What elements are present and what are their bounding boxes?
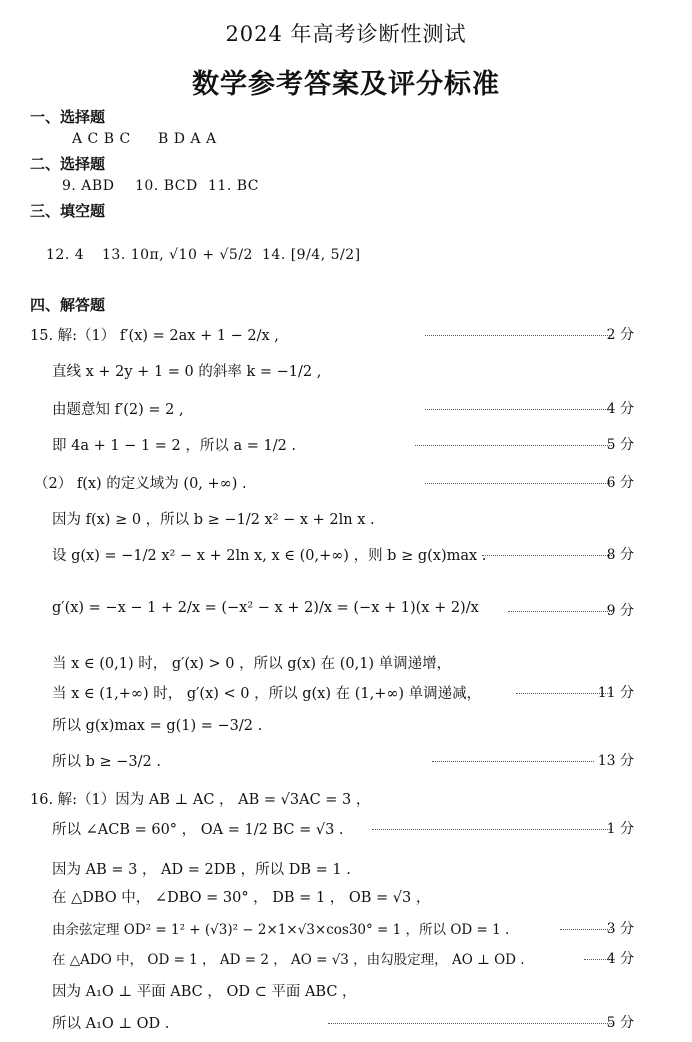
score-label: 6 分 (606, 475, 634, 491)
solution-line (0, 682, 692, 708)
score-label: 9 分 (606, 603, 634, 619)
solution-line (0, 818, 692, 844)
score-leader (372, 829, 612, 830)
section-heading-choice: 一、选择题 (30, 108, 106, 126)
solution-text: g′(x) = −x − 1 + 2/x = (−x² − x + 2)/x = (−x + 1)(x + 2)/x (52, 600, 479, 616)
solution-line (0, 434, 692, 460)
solution-text: 16. 解:（1）因为 AB ⊥ AC ， AB = √3AC = 3 ， (30, 792, 371, 808)
solution-text: 在 △ADO 中， OD = 1 ， AD = 2 ， AO = √3 ，由勾股定理， AO ⊥ OD . (52, 952, 525, 968)
solution-text: 因为 AB = 3 ， AD = 2DB ，所以 DB = 1 . (52, 862, 351, 878)
solution-line (0, 472, 692, 498)
score-label: 5 分 (606, 1015, 634, 1031)
fill-answer-13: 13. 10π, √10 + √5/2 (102, 247, 253, 263)
solution-text: 即 4a + 1 − 1 = 2 ，所以 a = 1/2 . (52, 438, 297, 454)
score-leader (432, 761, 594, 762)
score-leader (425, 409, 612, 410)
score-label: 4 分 (606, 401, 634, 417)
solution-line (0, 788, 692, 814)
solution-text: 直线 x + 2y + 1 = 0 的斜率 k = −1/2 , (52, 364, 322, 380)
solution-text: 当 x ∈ (0,1) 时， g′(x) > 0 ，所以 g(x) 在 (0,1) 单调递增， (52, 656, 452, 672)
solution-text: （2） f(x) 的定义域为 (0, +∞) . (34, 476, 247, 492)
choice-answers-1-4: A C B C (72, 131, 131, 147)
solution-line (0, 508, 692, 534)
solution-text: 因为 A₁O ⊥ 平面 ABC ， OD ⊂ 平面 ABC ， (52, 984, 357, 1000)
solution-text: 在 △DBO 中， ∠DBO = 30° ， DB = 1 ， OB = √3 ， (52, 890, 431, 906)
solution-text: 因为 f(x) ≥ 0 ，所以 b ≥ −1/2 x² − x + 2ln x . (52, 512, 375, 528)
exam-title: 2024 年高考诊断性测试 (225, 22, 467, 46)
solution-line (0, 948, 692, 974)
score-leader (425, 483, 612, 484)
solution-text: 所以 g(x)max = g(1) = −3/2 . (52, 718, 263, 734)
solution-line (0, 714, 692, 740)
multi-answer-11: 11. BC (208, 178, 259, 194)
fill-answer-12: 12. 4 (46, 247, 85, 263)
choice-answers-5-8: B D A A (158, 131, 217, 147)
fill-answer-14: 14. [9/4, 5/2] (262, 247, 361, 263)
score-leader (425, 335, 612, 336)
solution-line (0, 324, 692, 350)
solution-text: 设 g(x) = −1/2 x² − x + 2ln x, x ∈ (0,+∞) ，则 b ≥ g(x)max . (52, 548, 487, 564)
score-label: 4 分 (606, 951, 634, 967)
score-label: 3 分 (606, 921, 634, 937)
score-leader (328, 1023, 612, 1024)
solution-line (0, 544, 692, 570)
solution-text: 所以 ∠ACB = 60° ， OA = 1/2 BC = √3 . (52, 822, 344, 838)
solution-line (0, 750, 692, 776)
solution-text: 所以 A₁O ⊥ OD . (52, 1016, 170, 1032)
solution-text: 所以 b ≥ −3/2 . (52, 754, 161, 770)
score-leader (415, 445, 612, 446)
solution-text: 15. 解:（1） f′(x) = 2ax + 1 − 2/x , (30, 328, 279, 344)
multi-answer-10: 10. BCD (135, 178, 198, 194)
multi-answer-9: 9. ABD (62, 178, 115, 194)
solution-line (0, 600, 692, 626)
score-label: 5 分 (606, 437, 634, 453)
section-heading-solutions: 四、解答题 (30, 296, 106, 314)
score-label: 8 分 (606, 547, 634, 563)
score-label: 11 分 (597, 685, 634, 701)
solution-line (0, 980, 692, 1006)
solution-text: 由余弦定理 OD² = 1² + (√3)² − 2×1×√3×cos30° = 1 ，所以 OD = 1 . (52, 922, 510, 938)
score-label: 1 分 (606, 821, 634, 837)
score-leader (560, 929, 612, 930)
solution-line (0, 360, 692, 386)
section-heading-multi-choice: 二、选择题 (30, 155, 106, 173)
solution-line (0, 1012, 692, 1038)
solution-line (0, 918, 692, 944)
solution-line (0, 886, 692, 912)
score-label: 2 分 (606, 327, 634, 343)
solution-line (0, 652, 692, 678)
score-leader (482, 555, 612, 556)
solution-line (0, 858, 692, 884)
score-leader (508, 611, 612, 612)
document-title: 数学参考答案及评分标准 (192, 69, 500, 100)
score-label: 13 分 (597, 753, 634, 769)
solution-text: 由题意知 f′(2) = 2 , (52, 402, 184, 418)
solution-text: 当 x ∈ (1,+∞) 时， g′(x) < 0 ，所以 g(x) 在 (1,+∞) 单调递减， (52, 686, 482, 702)
section-heading-fill: 三、填空题 (30, 202, 106, 220)
solution-line (0, 398, 692, 424)
